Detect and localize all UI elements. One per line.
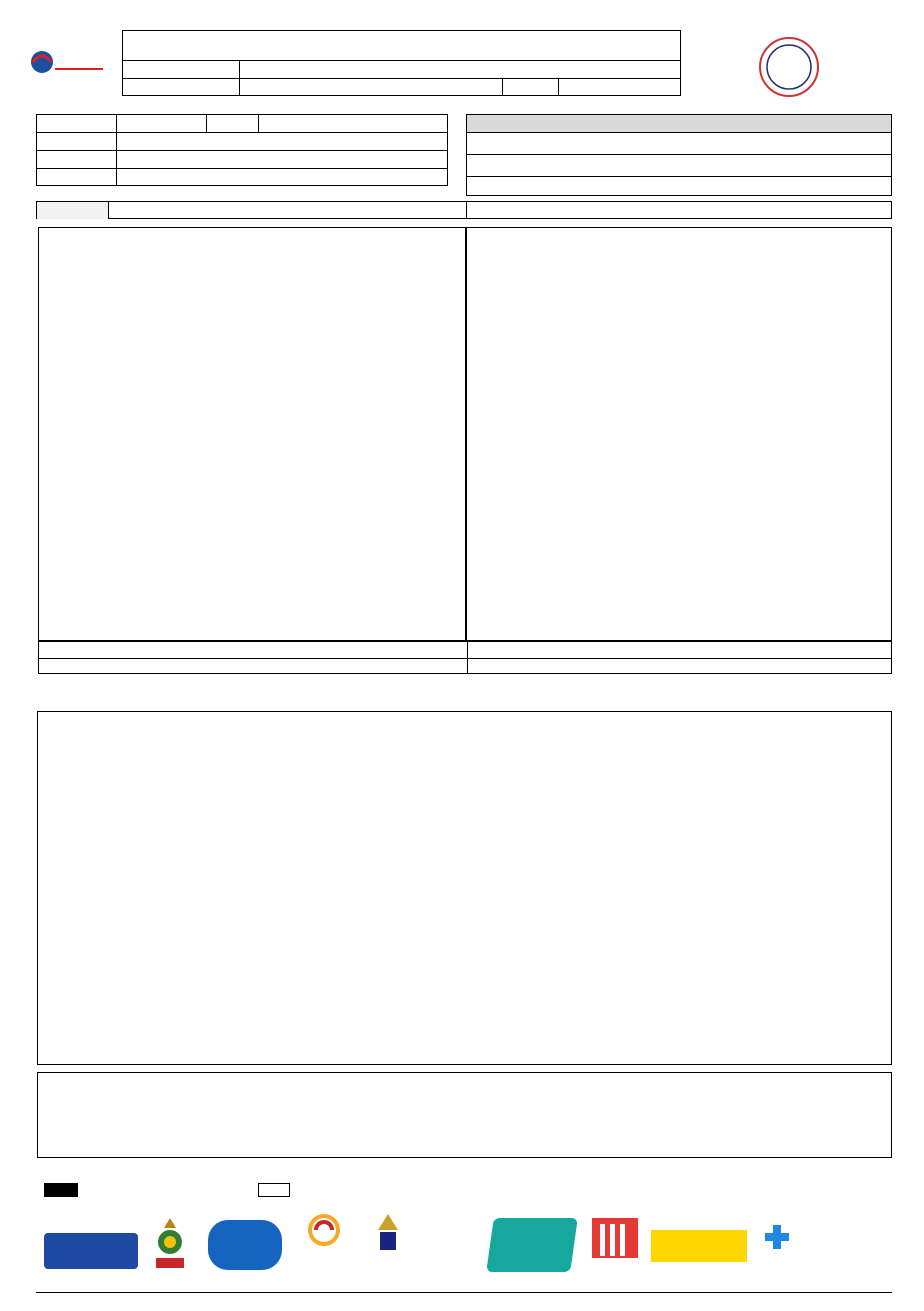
- best-scorers-table: [37, 1072, 892, 1158]
- roster-team-b: [466, 227, 892, 641]
- starting-legend-box: [44, 1183, 78, 1197]
- roster-team-a: [38, 227, 466, 641]
- sponsor-piyavate-logo: [762, 1222, 886, 1270]
- match-info: [36, 114, 448, 186]
- score-table: [466, 114, 892, 196]
- match-no: [117, 115, 207, 133]
- referees-label: [37, 202, 109, 219]
- type-label: [503, 79, 559, 96]
- city-label: [37, 133, 117, 151]
- referee-1: [109, 202, 467, 219]
- sponsor-the-mall-logo: [586, 1214, 644, 1274]
- sponsor-pptv-logo: [486, 1218, 578, 1272]
- substitution-legend-box: [258, 1183, 290, 1197]
- sponsor-grand-sport-logo: [44, 1233, 138, 1269]
- volleyball-logo: [28, 45, 106, 79]
- round-value: [240, 79, 503, 96]
- sponsor-ais-logo: [424, 1216, 484, 1274]
- sponsor-mikasa-logo: [651, 1230, 747, 1262]
- match-no-label: [37, 115, 117, 133]
- remarks-line: [44, 1183, 894, 1199]
- sponsor-emblem-logo: [150, 1216, 190, 1276]
- date-label: [207, 115, 259, 133]
- duration-label: [37, 169, 117, 186]
- performance-table: [37, 711, 892, 1065]
- sponsor-nsdf-logo: [360, 1210, 416, 1276]
- sponsor-sat-logo: [296, 1212, 352, 1278]
- competition-label: [123, 61, 240, 79]
- referees-bar: [36, 201, 892, 219]
- hall-label: [37, 151, 117, 169]
- coach-box: [38, 641, 892, 674]
- round-label: [123, 79, 240, 96]
- tva-logo: [758, 36, 820, 98]
- sponsor-est-logo: [208, 1220, 282, 1270]
